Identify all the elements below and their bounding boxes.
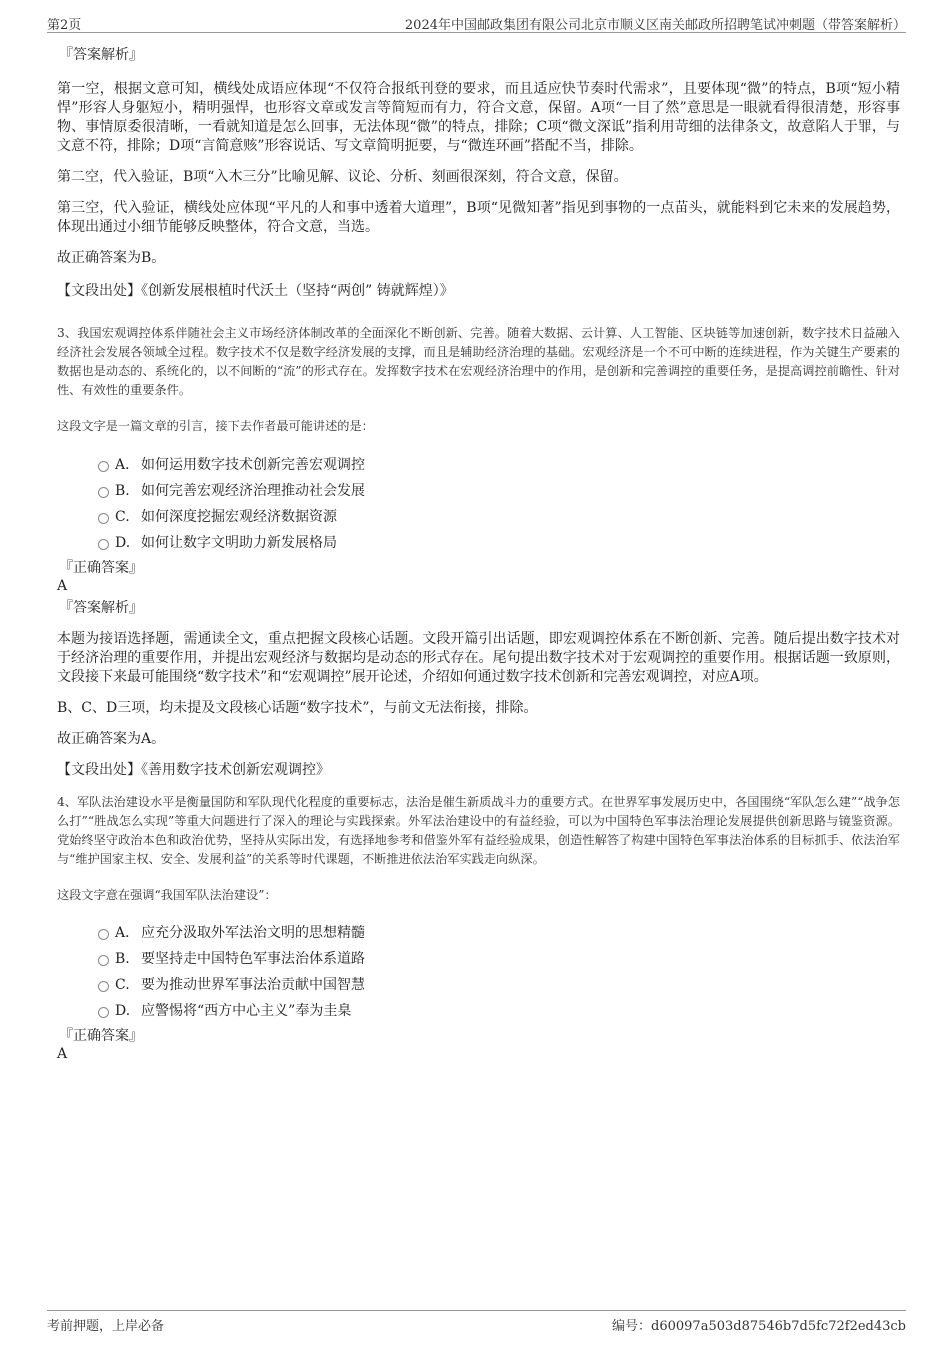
analysis-conclusion: 故正确答案为A。: [57, 731, 166, 747]
option-key: C.: [115, 977, 130, 993]
radio-icon[interactable]: [98, 461, 109, 472]
analysis-paragraph: B、C、D三项，均未提及文段核心话题“数字技术”，与前文无法衔接，排除。: [57, 700, 538, 716]
answer-label: 『正确答案』: [59, 560, 143, 576]
analysis-paragraph: 本题为接语选择题，需通读全文，重点把握文段核心话题。文段开篇引出话题，即宏观调控体系在不断创新、完善。随后提出数字技术对于经济治理的重要作用，并提出宏观经济与数据均是动态的形式存在。尾句提出数字技术对于宏观调控的重要作用。根据话题一致原则，文段接下来最可能围绕“数字技术”和“宏观调控”展开论述，介绍如何通过数字技术创新和完善宏观调控，对应A项。: [57, 631, 900, 685]
option-c[interactable]: [57, 504, 900, 530]
options-list: [57, 920, 900, 1024]
correct-answer: A: [57, 578, 68, 594]
option-text: 应充分汲取外军法治文明的思想精髓: [141, 925, 365, 941]
radio-icon[interactable]: [98, 487, 109, 498]
option-text: 如何运用数字技术创新完善宏观调控: [141, 457, 365, 473]
radio-icon[interactable]: [98, 513, 109, 524]
option-text: 如何让数字文明助力新发展格局: [141, 535, 337, 551]
question-prompt: 这段文字意在强调“我国军队法治建设”：: [57, 888, 277, 902]
option-text: 要为推动世界军事法治贡献中国智慧: [141, 977, 365, 993]
page-header: [47, 12, 906, 33]
option-text: 如何深度挖掘宏观经济数据资源: [141, 509, 337, 525]
options-list: [57, 452, 900, 556]
option-d[interactable]: [57, 998, 900, 1024]
source-citation: 【文段出处】《善用数字技术创新宏观调控》: [57, 762, 330, 778]
analysis-paragraph: 第三空，代入验证，横线处应体现“平凡的人和事中透着大道理”，B项“见微知著”指见到事物的一点苗头，就能料到它未来的发展趋势，体现出通过小细节能够反映整体，符合文意，当选。: [57, 200, 900, 235]
analysis-paragraph: 第一空，根据文意可知，横线处成语应体现“不仅符合报纸刊登的要求，而且适应快节奏时代需求”，且要体现“微”的特点，B项“短小精悍”形容人身躯短小，精明强悍，也形容文章或发言等简短而有力，符合文意，保留。A项“一目了然”意思是一眼就看得很清楚，形容事物、事情原委很清晰，一看就知道是怎么回事，无法体现“微”的特点，排除；C项“微文深诋”指利用苛细的法律条文，故意陷人于罪，与文意不符，排除；D项“言简意赅”形容说话、写文章简明扼要，与“微连环画”搭配不当，排除。: [57, 81, 900, 154]
page-footer: [47, 1310, 906, 1333]
option-text: 如何完善宏观经济治理推动社会发展: [141, 483, 365, 499]
analysis-paragraph: 第二空，代入验证，B项“入木三分”比喻见解、议论、分析、刻画很深刻，符合文意，保留。: [57, 169, 628, 185]
analysis-label: 『答案解析』: [59, 47, 143, 63]
option-key: D.: [115, 535, 131, 551]
option-key: B.: [115, 951, 130, 967]
option-c[interactable]: [57, 972, 900, 998]
correct-answer: A: [57, 1046, 68, 1062]
question-text: 3、我国宏观调控体系伴随社会主义市场经济体制改革的全面深化不断创新、完善。随着大数据、云计算、人工智能、区块链等加速创新，数字技术日益融入经济社会发展各领域全过程。数字技术不仅是数字经济发展的支撑，而且是辅助经济治理的基础。宏观经济是一个不可中断的连续进程，作为关键生产要素的数据也是动态的、系统化的，以不间断的“流”的形式存在。发挥数字技术在宏观经济治理中的作用，是创新和完善调控的重要任务，是提高调控前瞻性、针对性、有效性的重要条件。: [57, 326, 900, 397]
footer-slogan: 考前押题，上岸必备: [47, 1319, 165, 1334]
option-key: A．: [115, 457, 140, 473]
question-prompt: 这段文字是一篇文章的引言，接下去作者最可能讲述的是：: [57, 419, 374, 433]
option-key: B.: [115, 483, 130, 499]
radio-icon[interactable]: [98, 539, 109, 550]
option-d[interactable]: [57, 530, 900, 556]
analysis-label: 『答案解析』: [59, 600, 143, 616]
source-citation: 【文段出处】《创新发展根植时代沃土（坚持“两创” 铸就辉煌）》: [57, 283, 454, 299]
option-key: C.: [115, 509, 130, 525]
page-content: [57, 46, 900, 1063]
option-key: A．: [115, 925, 140, 941]
radio-icon[interactable]: [98, 981, 109, 992]
page-number: 第2页: [47, 18, 82, 33]
option-text: 要坚持走中国特色军事法治体系道路: [141, 951, 365, 967]
radio-icon[interactable]: [98, 1007, 109, 1018]
option-key: D.: [115, 1003, 131, 1019]
question-text: 4、军队法治建设水平是衡量国防和军队现代化程度的重要标志，法治是催生新质战斗力的重要方式。在世界军事发展历史中，各国围绕“军队怎么建”“战争怎么打”“胜战怎么实现”等重大问题进行了深入的理论与实践探索。外军法治建设中的有益经验，可以为中国特色军事法治理论发展提供创新思路与镜鉴资源。党始终坚守政治本色和政治优势，坚持从实际出发，有选择地参考和借鉴外军有益经验成果，创造性解答了构建中国特色军事法治体系的目标抓手、依法治军与“维护国家主权、安全、发展利益”的关系等时代课题，不断推进依法治军实践走向纵深。: [57, 795, 901, 866]
option-b[interactable]: [57, 946, 900, 972]
document-title: 2024年中国邮政集团有限公司北京市顺义区南关邮政所招聘笔试冲刺题（带答案解析）: [404, 18, 906, 33]
radio-icon[interactable]: [98, 929, 109, 940]
analysis-conclusion: 故正确答案为B。: [57, 250, 166, 266]
option-text: 应警惕将“西方中心主义”奉为圭臬: [141, 1003, 352, 1019]
option-a[interactable]: [57, 452, 900, 478]
radio-icon[interactable]: [98, 955, 109, 966]
document-id: 编号：d60097a503d87546b7d5fc72f2ed43cb: [612, 1319, 906, 1334]
answer-label: 『正确答案』: [59, 1028, 143, 1044]
option-a[interactable]: [57, 920, 900, 946]
option-b[interactable]: [57, 478, 900, 504]
